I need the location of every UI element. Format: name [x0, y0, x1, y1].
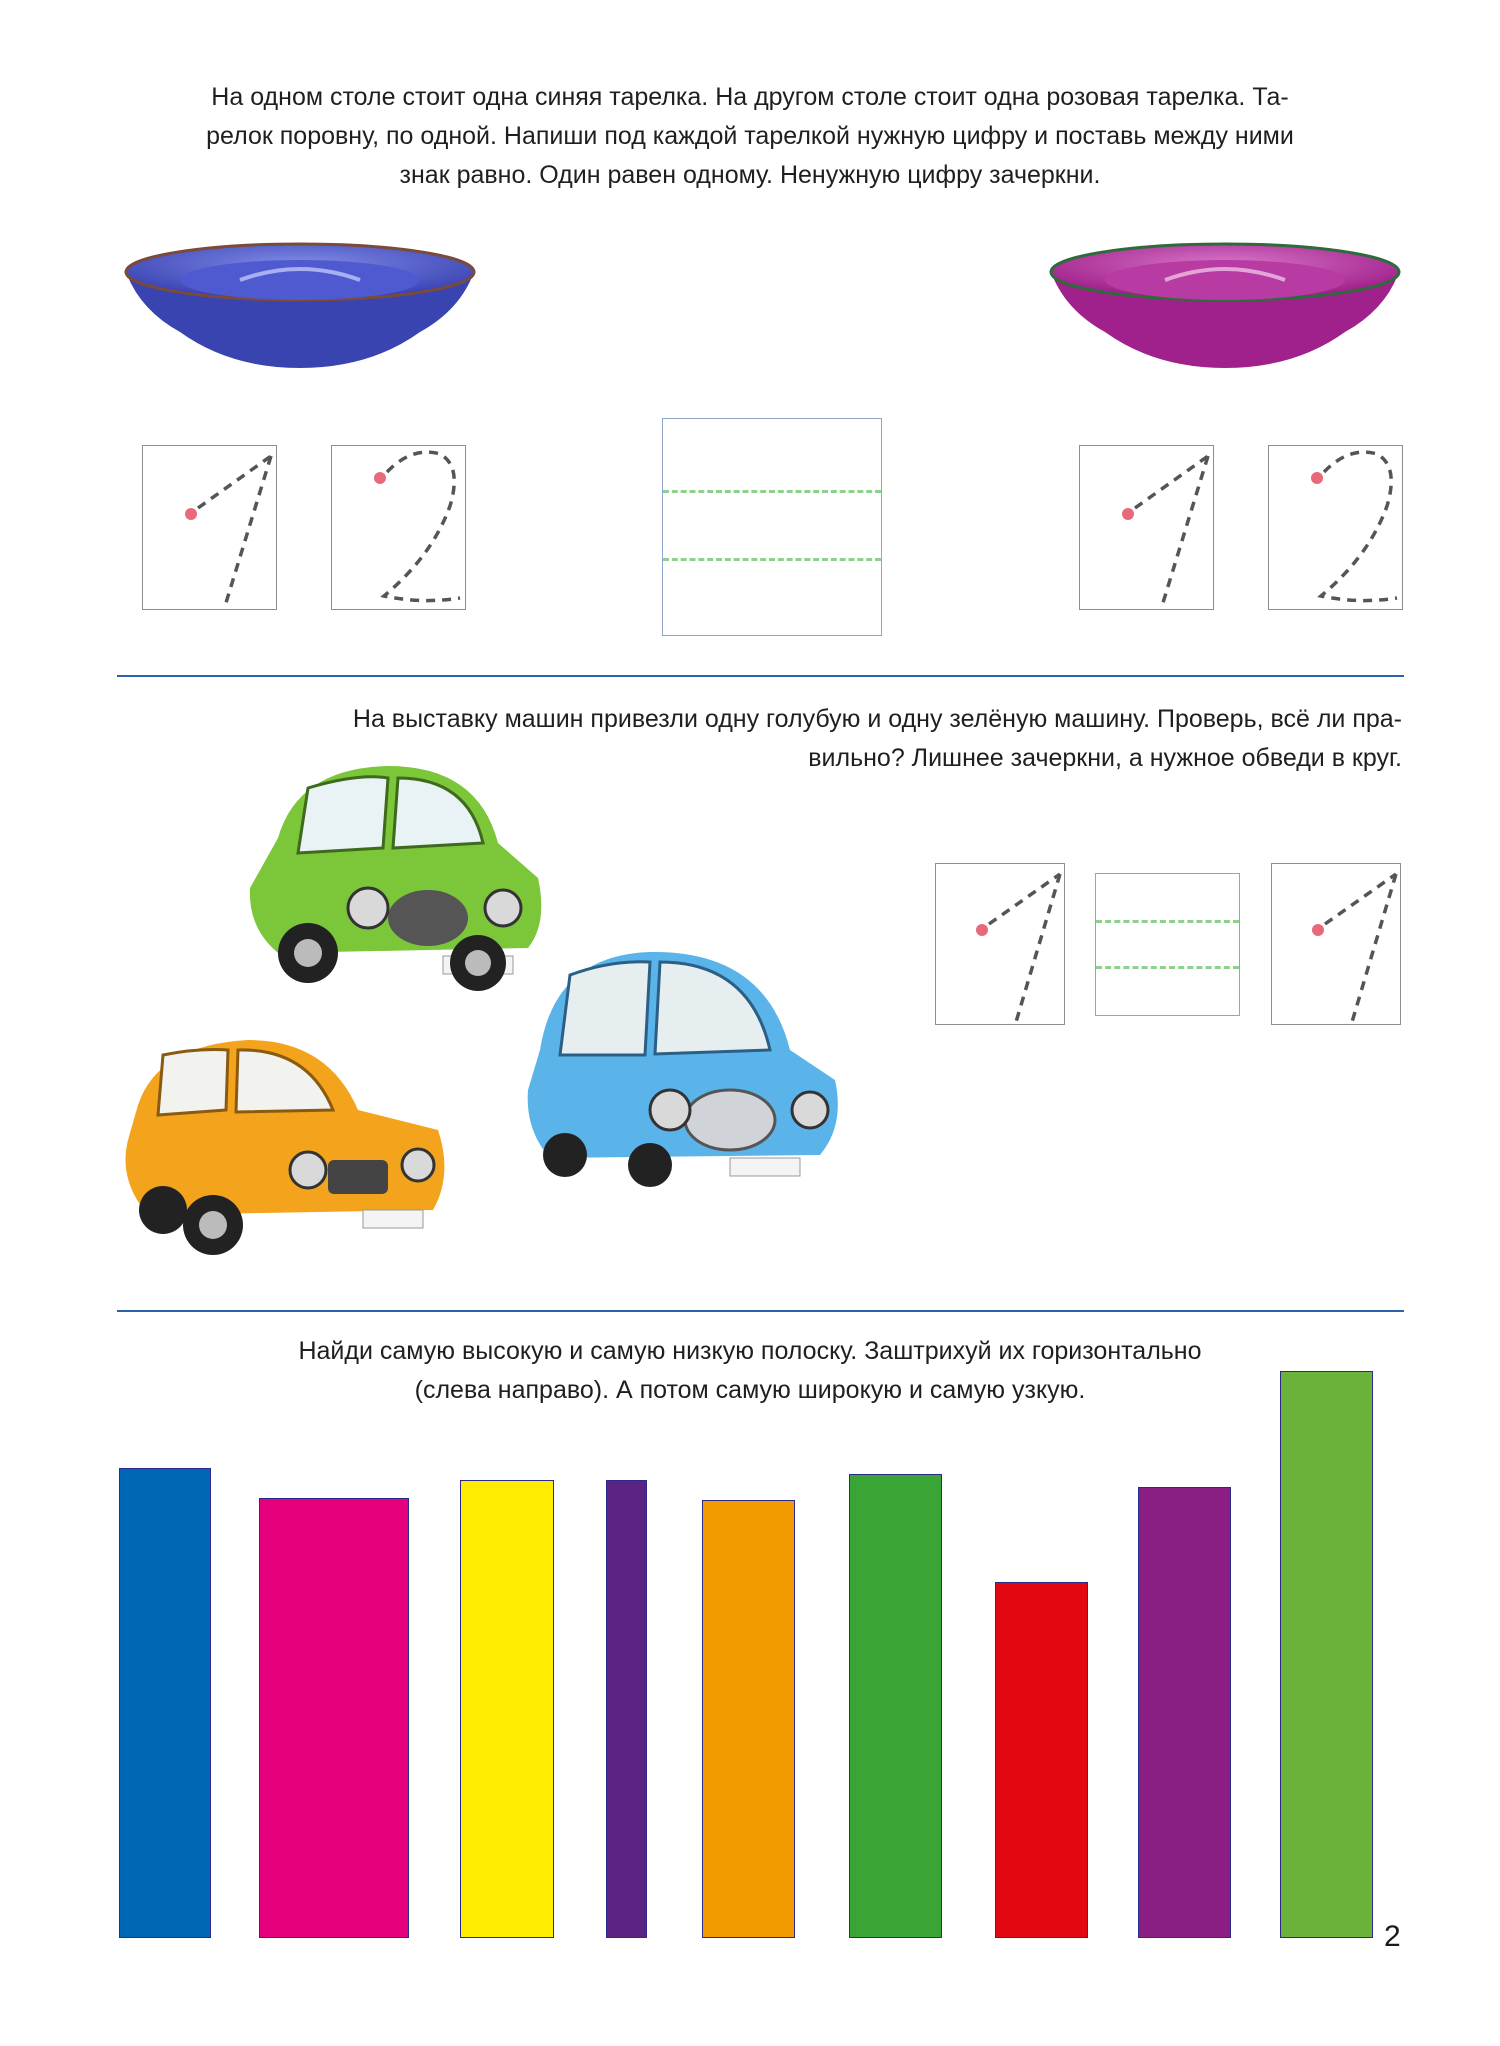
trace-digit-1-left-plate[interactable] — [142, 445, 277, 610]
bar-7[interactable] — [995, 1582, 1088, 1938]
task3-line-2: (слева направо). А потом самую широкую и самую узкую. — [414, 1376, 1086, 1404]
blue-plate — [120, 240, 480, 370]
trace-digit-1-b[interactable] — [1271, 863, 1401, 1025]
section-divider-1 — [117, 675, 1404, 677]
trace-digit-1-a[interactable] — [935, 863, 1065, 1025]
task1-line-1: На одном столе стоит одна синяя тарелка. На другом столе стоит одна розовая тарелка. Та- — [211, 83, 1289, 111]
trace-digit-2-right-plate[interactable] — [1268, 445, 1403, 610]
blue-car[interactable] — [520, 930, 855, 1190]
bar-9[interactable] — [1280, 1371, 1373, 1938]
task2-line-2: вильно? Лишнее зачеркни, а нужное обведи в круг. — [808, 744, 1402, 772]
bar-1[interactable] — [119, 1468, 211, 1938]
equals-sign-box-2[interactable] — [1095, 873, 1240, 1016]
bar-4[interactable] — [606, 1480, 647, 1938]
page-number: 2 — [1384, 1920, 1401, 1953]
trace-digit-2-left-plate[interactable] — [331, 445, 466, 610]
bar-5[interactable] — [702, 1500, 795, 1938]
orange-car[interactable] — [118, 1010, 458, 1260]
task3-line-1: Найди самую высокую и самую низкую полоску. Заштрихуй их горизонтально — [298, 1337, 1202, 1365]
bar-2[interactable] — [259, 1498, 409, 1938]
bar-8[interactable] — [1138, 1487, 1231, 1938]
bar-3[interactable] — [460, 1480, 554, 1938]
bar-6[interactable] — [849, 1474, 942, 1938]
task1-line-3: знак равно. Один равен одному. Ненужную цифру зачеркни. — [399, 161, 1101, 189]
task1-text — [0, 78, 1500, 195]
pink-plate — [1045, 240, 1405, 370]
task3-text — [220, 1332, 1280, 1410]
green-car[interactable] — [238, 748, 558, 1003]
equals-sign-box-1[interactable] — [662, 418, 882, 636]
task2-line-1: На выставку машин привезли одну голубую и одну зелёную машину. Проверь, всё ли пра- — [352, 705, 1402, 733]
section-divider-2 — [117, 1310, 1404, 1312]
task1-line-2: релок поровну, по одной. Напиши под каждой тарелкой нужную цифру и поставь между ними — [206, 122, 1294, 150]
trace-digit-1-right-plate[interactable] — [1079, 445, 1214, 610]
